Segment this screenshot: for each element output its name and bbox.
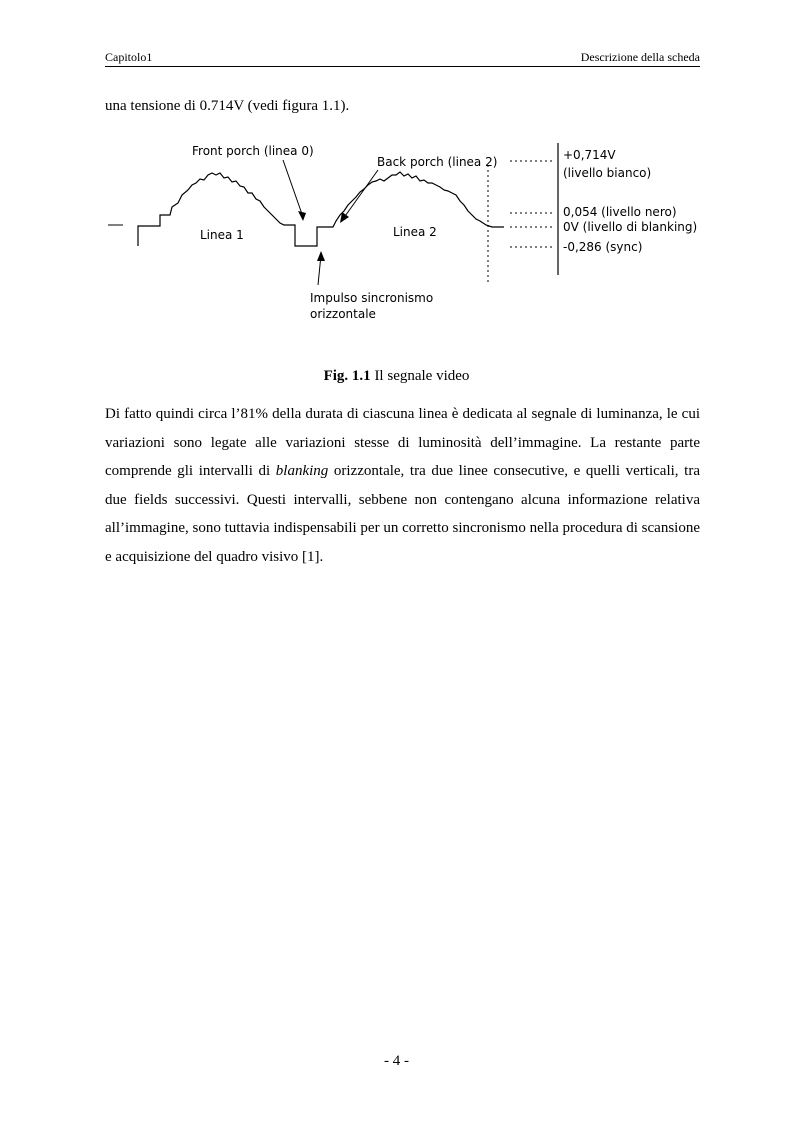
body-paragraph: [105, 400, 700, 571]
sync-pulse-arrowhead: [317, 251, 325, 261]
intro-text: una tensione di 0.714V (vedi figura 1.1).: [105, 98, 350, 114]
white-level-desc: (livello bianco): [563, 166, 652, 180]
line2-label: Linea 2: [393, 225, 437, 239]
page-header: [105, 50, 700, 67]
paragraph-part1: Di fatto quindi circa l’81% della durata di ciascuna linea è dedicata al segnale di luminanza, le cui variazioni sono legate alle variazioni stesse di luminosità dell’immagine. La restante parte comprende gli intervalli di: [105, 406, 700, 479]
sync-pulse-label-2: orizzontale: [310, 307, 376, 321]
sync-level-label: -0,286 (sync): [563, 240, 643, 254]
back-porch-label: Back porch (linea 2): [377, 155, 498, 169]
video-signal-diagram: [100, 135, 700, 330]
paragraph-part2: orizzontale, tra due linee consecutive, e quelli verticali, tra due fields successivi. Questi intervalli, sebbene non contengano alcuna informazione relativa all’immagine, sono tuttavia indispensabili per un corretto sincronismo nella procedura di scansione e acquisizione del quadro visivo [1].: [105, 463, 700, 565]
video-signal-figure: [100, 135, 700, 330]
header-chapter: Capitolo1: [105, 50, 153, 64]
figure-caption: [0, 366, 793, 386]
video-waveform: [138, 172, 504, 246]
white-level-value: +0,714V: [563, 148, 616, 162]
line1-label: Linea 1: [200, 228, 244, 242]
sync-pulse-label-1: Impulso sincronismo: [310, 291, 434, 305]
front-porch-arrowhead: [298, 211, 306, 221]
front-porch-label: Front porch (linea 0): [192, 144, 314, 158]
header-section: Descrizione della scheda: [580, 50, 700, 64]
page-number: - 4 -: [384, 1053, 409, 1069]
black-level-label: 0,054 (livello nero): [563, 205, 677, 219]
caption-label: Fig. 1.1: [323, 368, 371, 384]
blanking-level-label: 0V (livello di blanking): [563, 220, 698, 234]
caption-text: Il segnale video: [374, 368, 470, 384]
back-porch-arrow: [343, 170, 378, 219]
paragraph-emphasis: blanking: [275, 463, 329, 479]
front-porch-arrow: [283, 160, 303, 217]
